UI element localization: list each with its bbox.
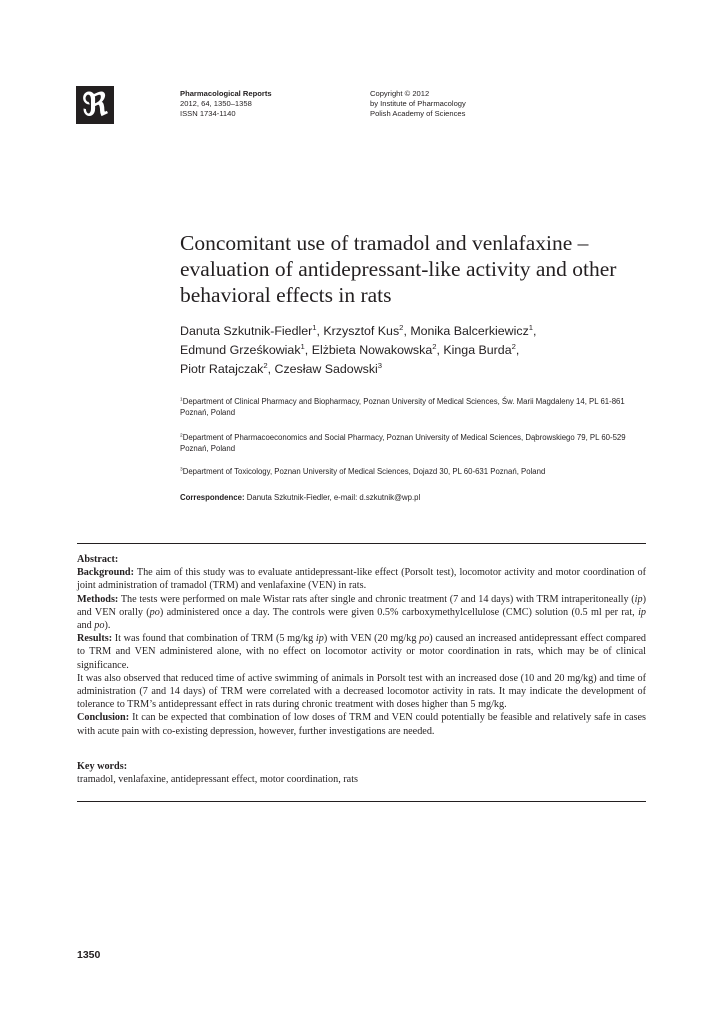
abstract-methods: Methods: The tests were performed on male Wistar rats after single and chronic treatment (7 and 14 days) with TRM intraperitoneally (ip) and VEN orally (po) administered once a day. The controls were given 0.5% carboxymethylcellulose (CMC) solution (0.5 ml per rat, ip and po). bbox=[77, 593, 646, 632]
abstract-conclusion: Conclusion: It can be expected that combination of low doses of TRM and VEN could potentially be feasible and relatively safe in cases with acute pain with co-existing depression, however, further investigations are needed. bbox=[77, 712, 646, 737]
affiliation-3: $^3$Department of Toxicology, Poznan University of Medical Sciences, Dojazd 30, PL 60-631 Poznań, Poland bbox=[180, 467, 546, 476]
journal-info bbox=[180, 89, 272, 119]
author: Monika Balcerkiewicz$^1$, bbox=[410, 322, 537, 338]
abstract bbox=[77, 553, 646, 738]
journal-logo-mark: ℜ bbox=[82, 87, 108, 123]
journal-logo bbox=[76, 86, 114, 124]
article-title: Concomitant use of tramadol and venlafaxine – evaluation of antidepressant-like activity and other behavioral effects in rats bbox=[180, 231, 617, 307]
copyright-line-2: by Institute of Pharmacology bbox=[370, 99, 466, 108]
author-list bbox=[180, 322, 650, 379]
abstract-top-rule bbox=[77, 543, 646, 544]
affiliation-2: $^2$Department of Pharmacoeconomics and Social Pharmacy, Poznan University of Medical Sciences, Dąbrowskiego 79, PL 60-529 Poznań, Poland bbox=[180, 433, 626, 453]
keywords-text: tramadol, venlafaxine, antidepressant effect, motor coordination, rats bbox=[77, 774, 358, 786]
correspondence-label: Correspondence: bbox=[180, 493, 245, 502]
author: Czesław Sadowski$^3$ bbox=[274, 360, 383, 376]
author: Elżbieta Nowakowska$^2$, bbox=[311, 341, 444, 357]
abstract-bottom-rule bbox=[77, 801, 646, 802]
author: Edmund Grześkowiak$^1$, bbox=[180, 341, 312, 357]
copyright-line-1: Copyright © 2012 bbox=[370, 89, 430, 98]
correspondence-text: Danuta Szkutnik-Fiedler, e-mail: d.szkutnik@wp.pl bbox=[246, 493, 421, 502]
abstract-background: Background: The aim of this study was to evaluate antidepressant-like effect (Porsolt test), locomotor activity and motor coordination of joint administration of tramadol (TRM) and venlafaxine (VEN) in rats. bbox=[77, 567, 646, 592]
correspondence bbox=[180, 492, 420, 503]
abstract-results-extra: It was also observed that reduced time of active swimming of animals in Porsolt test with an increased dose (10 and 20 mg/kg) and time of administration (7 and 14 days) of TRM were correlated with a decreased locomotor activity in rats. It may indicate the development of tolerance to TRM’s antidepressant effect in rats during chronic treatment with doses higher than 5 mg/kg. bbox=[77, 672, 646, 711]
keywords bbox=[77, 760, 646, 786]
author: Piotr Ratajczak$^2$, bbox=[180, 360, 275, 376]
author: Kinga Burda$^2$, bbox=[443, 341, 520, 357]
copyright-notice bbox=[370, 89, 466, 119]
abstract-results: Results: It was found that combination of TRM (5 mg/kg ip) with VEN (20 mg/kg po) caused an increased antidepressant effect compared to TRM and VEN administered alone, with no effect on locomotor activity or motor coordination in rats, which may be of clinical significance. bbox=[77, 633, 647, 671]
author: Krzysztof Kus$^2$, bbox=[323, 322, 411, 338]
journal-name: Pharmacological Reports bbox=[180, 89, 272, 98]
journal-issn: ISSN 1734-1140 bbox=[180, 109, 236, 118]
copyright-line-3: Polish Academy of Sciences bbox=[370, 109, 466, 118]
author: Danuta Szkutnik-Fiedler$^1$, bbox=[180, 322, 324, 338]
journal-citation: 2012, 64, 1350–1358 bbox=[180, 99, 252, 108]
affiliation-1: $^1$Department of Clinical Pharmacy and Biopharmacy, Poznan University of Medical Sciences, Św. Marii Magdaleny 14, PL 61-861 Poznań, Poland bbox=[180, 397, 625, 417]
keywords-heading: Key words: bbox=[77, 761, 128, 772]
page-number: 1350 bbox=[77, 949, 101, 961]
abstract-heading: Abstract: bbox=[77, 554, 119, 565]
